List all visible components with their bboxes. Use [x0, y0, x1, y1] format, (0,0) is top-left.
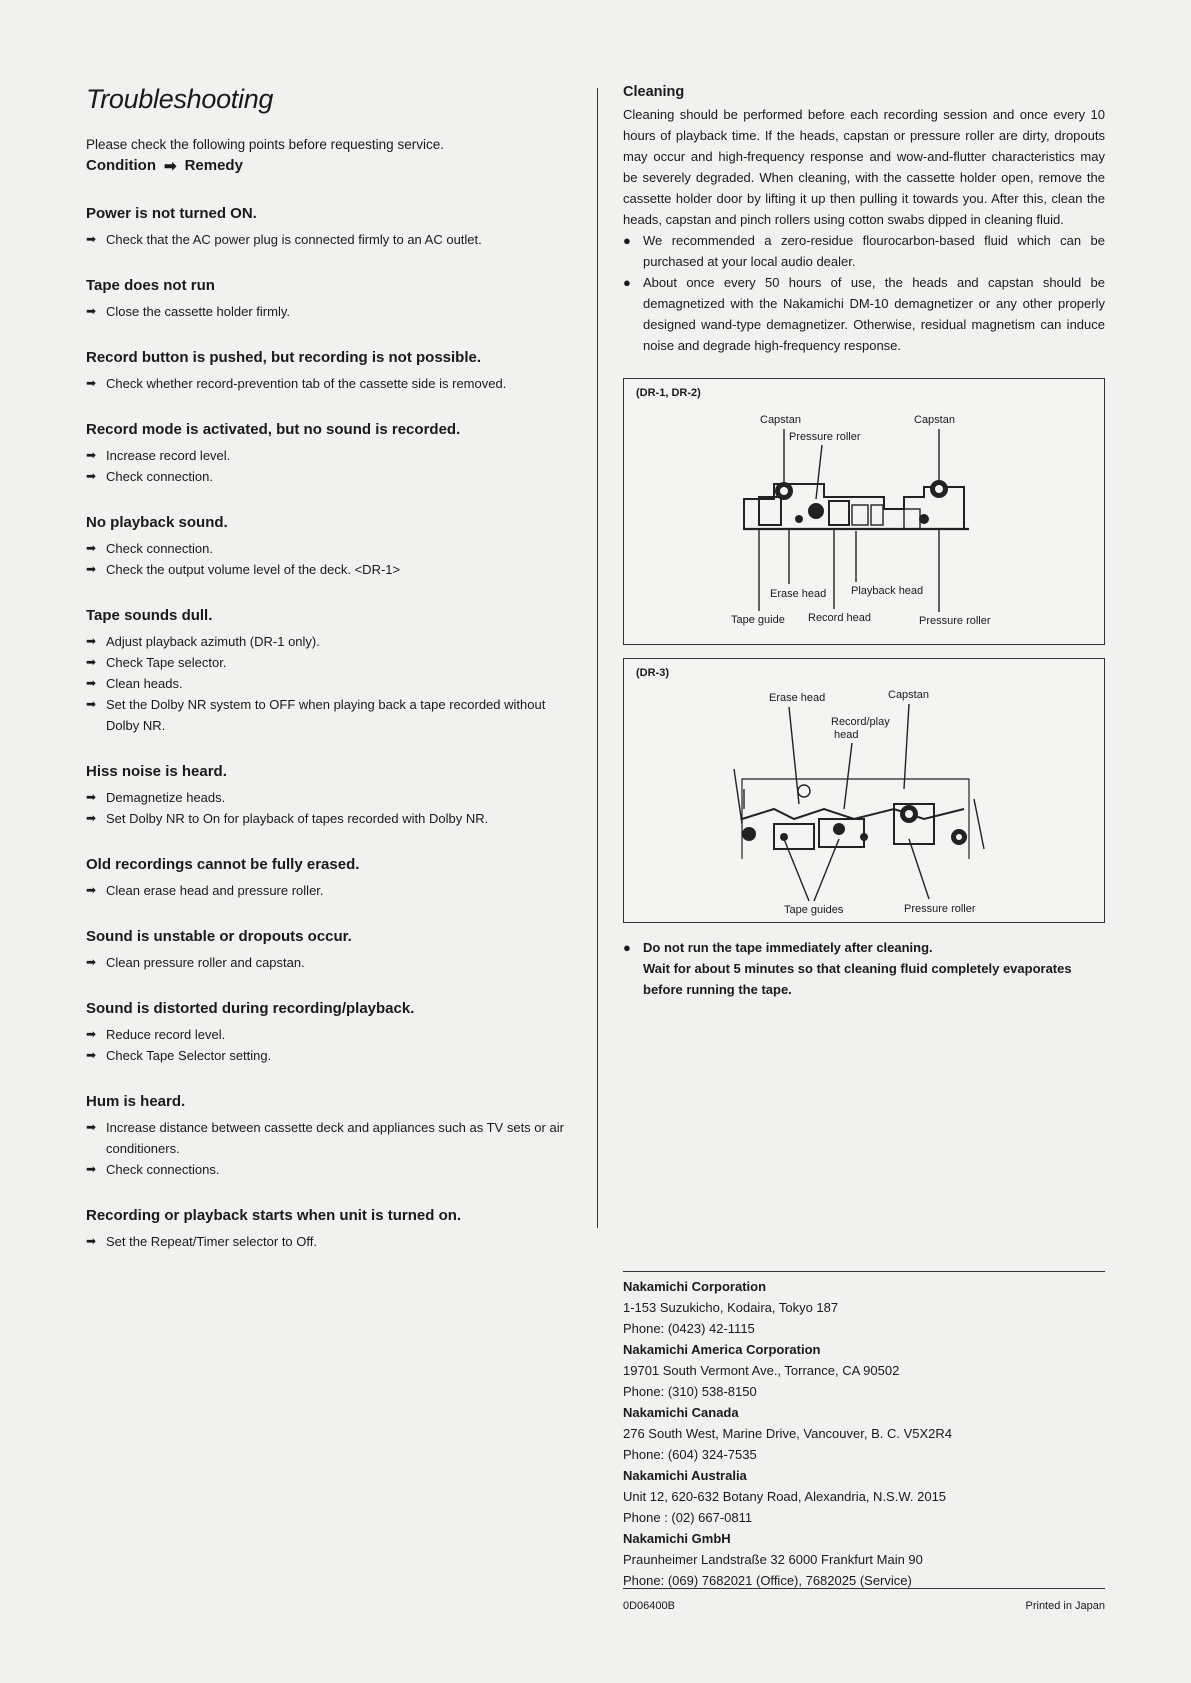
arrow-icon: ➡ [86, 883, 97, 897]
cleaning-column [623, 84, 1105, 1000]
arrow-icon: ➡ [86, 562, 97, 576]
cleaning-heading: Cleaning [623, 84, 685, 100]
company-name: Nakamichi Australia [623, 1468, 747, 1483]
remedy-text: Set Dolby NR to On for playback of tapes recorded with Dolby NR. [106, 811, 489, 826]
trouble-section [86, 1000, 576, 1066]
pressure-roller-top-label: Pressure roller [789, 431, 861, 443]
remedy-item [86, 466, 576, 487]
remedy-text: Check that the AC power plug is connected firmly to an AC outlet. [106, 232, 482, 247]
remedy-text: Set the Dolby NR system to OFF when playing back a tape recorded without Dolby NR. [106, 697, 546, 733]
address-line: Phone: (069) 7682021 (Office), 7682025 (Service) [623, 1573, 912, 1588]
bottom-rule [623, 1588, 1105, 1589]
trouble-section [86, 856, 576, 901]
remedy-item [86, 652, 576, 673]
address-line: Phone: (604) 324-7535 [623, 1447, 757, 1462]
arrow-icon: ➡ [86, 304, 97, 318]
remedy-item [86, 1117, 576, 1159]
company-addresses [623, 1271, 1105, 1591]
trouble-section [86, 205, 576, 250]
column-divider [597, 88, 598, 1228]
address-line: Unit 12, 620-632 Botany Road, Alexandria, N.S.W. 2015 [623, 1489, 947, 1504]
remedy-item [86, 673, 576, 694]
erase-head-label: Erase head [769, 692, 826, 704]
trouble-heading: Tape does not run [86, 277, 215, 294]
trouble-heading: Hum is heard. [86, 1093, 186, 1110]
remedy-item [86, 631, 576, 652]
company-name: Nakamichi Canada [623, 1405, 739, 1420]
arrow-icon: ➡ [86, 697, 97, 711]
arrow-icon: ➡ [86, 1234, 97, 1248]
trouble-section [86, 1207, 576, 1252]
remedy-text: Adjust playback azimuth (DR-1 only). [106, 634, 320, 649]
bullet-icon: ● [623, 940, 631, 955]
trouble-heading: Recording or playback starts when unit is turned on. [86, 1207, 462, 1224]
tape-guides-label: Tape guides [784, 904, 844, 916]
remedy-item [86, 694, 576, 736]
printed-in-label: Printed in Japan [1025, 1600, 1105, 1612]
intro-text: Please check the following points before requesting service. [86, 137, 444, 152]
trouble-section [86, 763, 576, 829]
trouble-heading: Power is not turned ON. [86, 205, 257, 222]
company-name: Nakamichi Corporation [623, 1279, 767, 1294]
remedy-item [86, 880, 576, 901]
arrow-icon: ➡ [86, 1120, 97, 1134]
arrow-icon: ➡ [86, 448, 97, 462]
trouble-section [86, 349, 576, 394]
arrow-icon: ➡ [86, 634, 97, 648]
record-play-head-label-2: head [834, 729, 859, 741]
remedy-item [86, 1159, 576, 1180]
remedy-text: Check the output volume level of the deck. <DR-1> [106, 562, 401, 577]
remedy-label: Remedy [184, 157, 243, 174]
bullet-item [623, 230, 1105, 272]
bullet-item [623, 272, 1105, 356]
document-code: 0D06400B [623, 1600, 675, 1612]
remedy-text: Check connection. [106, 541, 213, 556]
capstan-label: Capstan [888, 689, 929, 701]
address-line: 19701 South Vermont Ave., Torrance, CA 90502 [623, 1363, 900, 1378]
address-line: Praunheimer Landstraße 32 6000 Frankfurt Main 90 [623, 1552, 923, 1567]
arrow-icon: ➡ [86, 955, 97, 969]
troubleshooting-list [86, 205, 576, 1252]
remedy-item [86, 229, 576, 250]
arrow-icon: ➡ [163, 158, 177, 175]
remedy-item [86, 301, 576, 322]
record-head-label: Record head [808, 612, 871, 624]
company-name: Nakamichi GmbH [623, 1531, 731, 1546]
figure-dr3 [623, 658, 1105, 923]
warning-line-2: Wait for about 5 minutes so that cleaning fluid completely evaporates before running the tape. [643, 961, 1072, 997]
arrow-icon: ➡ [86, 790, 97, 804]
remedy-text: Close the cassette holder firmly. [106, 304, 290, 319]
remedy-text: Increase record level. [106, 448, 231, 463]
arrow-icon: ➡ [86, 811, 97, 825]
pressure-roller-label: Pressure roller [904, 903, 976, 915]
address-line: 1-153 Suzukicho, Kodaira, Tokyo 187 [623, 1300, 839, 1315]
bullet-text: We recommended a zero-residue flourocarbon-based fluid which can be purchased at your local audio dealer. [643, 233, 1105, 269]
record-play-head-label: Record/play [831, 716, 890, 728]
trouble-heading: Hiss noise is heard. [86, 763, 227, 780]
remedy-item [86, 1024, 576, 1045]
remedy-item [86, 559, 576, 580]
remedy-text: Demagnetize heads. [106, 790, 226, 805]
playback-head-label: Playback head [851, 585, 924, 597]
trouble-heading: Tape sounds dull. [86, 607, 213, 624]
troubleshooting-column [86, 84, 576, 1279]
trouble-heading: Record button is pushed, but recording is not possible. [86, 349, 482, 366]
condition-remedy-legend [86, 157, 576, 175]
arrow-icon: ➡ [86, 655, 97, 669]
remedy-text: Check Tape selector. [106, 655, 227, 670]
arrow-icon: ➡ [86, 1027, 97, 1041]
arrow-icon: ➡ [86, 676, 97, 690]
arrow-icon: ➡ [86, 376, 97, 390]
arrow-icon: ➡ [86, 232, 97, 246]
bullet-icon: ● [623, 275, 631, 290]
trouble-section [86, 277, 576, 322]
remedy-text: Clean heads. [106, 676, 183, 691]
page-footer [623, 1600, 1105, 1612]
bullet-text: About once every 50 hours of use, the heads and capstan should be demagnetized with the Nakamichi DM-10 demagnetizer or any other properly designed wand-type demagnetizer. Otherwise, residual magnetism can induce noise and degrade high-frequency response. [643, 275, 1105, 353]
figure-dr1-dr2 [623, 378, 1105, 645]
remedy-text: Clean pressure roller and capstan. [106, 955, 305, 970]
trouble-section [86, 928, 576, 973]
capstan-left-label: Capstan [760, 414, 801, 426]
remedy-text: Set the Repeat/Timer selector to Off. [106, 1234, 317, 1249]
trouble-heading: Old recordings cannot be fully erased. [86, 856, 360, 873]
warning-line-1: Do not run the tape immediately after cleaning. [643, 940, 933, 955]
warning-notice [623, 937, 1105, 1000]
arrow-icon: ➡ [86, 1162, 97, 1176]
remedy-text: Check whether record-prevention tab of the cassette side is removed. [106, 376, 507, 391]
trouble-section [86, 1093, 576, 1180]
figure-label: (DR-3) [636, 667, 669, 679]
pressure-roller-bottom-label: Pressure roller [919, 615, 991, 627]
trouble-heading: Sound is distorted during recording/playback. [86, 1000, 415, 1017]
trouble-heading: No playback sound. [86, 514, 228, 531]
remedy-item [86, 952, 576, 973]
remedy-item [86, 787, 576, 808]
tape-guide-label: Tape guide [731, 614, 785, 626]
remedy-item [86, 538, 576, 559]
trouble-section [86, 514, 576, 580]
remedy-item [86, 808, 576, 829]
remedy-text: Clean erase head and pressure roller. [106, 883, 324, 898]
arrow-icon: ➡ [86, 469, 97, 483]
address-line: Phone: (310) 538-8150 [623, 1384, 757, 1399]
address-line: 276 South West, Marine Drive, Vancouver, B. C. V5X2R4 [623, 1426, 953, 1441]
remedy-text: Check connection. [106, 469, 213, 484]
remedy-item [86, 1045, 576, 1066]
bullet-icon: ● [623, 233, 631, 248]
remedy-item [86, 1231, 576, 1252]
remedy-item [86, 373, 576, 394]
trouble-heading: Record mode is activated, but no sound is recorded. [86, 421, 461, 438]
company-name: Nakamichi America Corporation [623, 1342, 821, 1357]
erase-head-label: Erase head [770, 588, 827, 600]
address-line: Phone: (0423) 42-1115 [623, 1321, 755, 1336]
deck-mechanism-drawing-2 [624, 659, 1104, 924]
remedy-text: Reduce record level. [106, 1027, 226, 1042]
remedy-text: Check Tape Selector setting. [106, 1048, 272, 1063]
remedy-text: Check connections. [106, 1162, 220, 1177]
trouble-section [86, 421, 576, 487]
page-title: Troubleshooting [86, 84, 274, 114]
arrow-icon: ➡ [86, 1048, 97, 1062]
remedy-text: Increase distance between cassette deck and appliances such as TV sets or air conditioners. [106, 1120, 564, 1156]
address-line: Phone : (02) 667-0811 [623, 1510, 753, 1525]
arrow-icon: ➡ [86, 541, 97, 555]
cleaning-paragraph: Cleaning should be performed before each recording session and once every 10 hours of playback time. If the heads, capstan or pressure roller are dirty, dropouts may occur and high-frequency response and wow-and-flutter characteristics may be severely degraded. When cleaning, with the cassette holder open, remove the cassette holder door by lifting it up then pulling it towards you. After this, clean the heads, capstan and pinch rollers using cotton swabs dipped in cleaning fluid. [623, 107, 1105, 227]
trouble-heading: Sound is unstable or dropouts occur. [86, 928, 352, 945]
trouble-section [86, 607, 576, 736]
condition-label: Condition [86, 157, 156, 174]
remedy-item [86, 445, 576, 466]
figure-label: (DR-1, DR-2) [636, 387, 701, 399]
deck-mechanism-drawing-1 [624, 379, 1104, 646]
capstan-right-label: Capstan [914, 414, 955, 426]
